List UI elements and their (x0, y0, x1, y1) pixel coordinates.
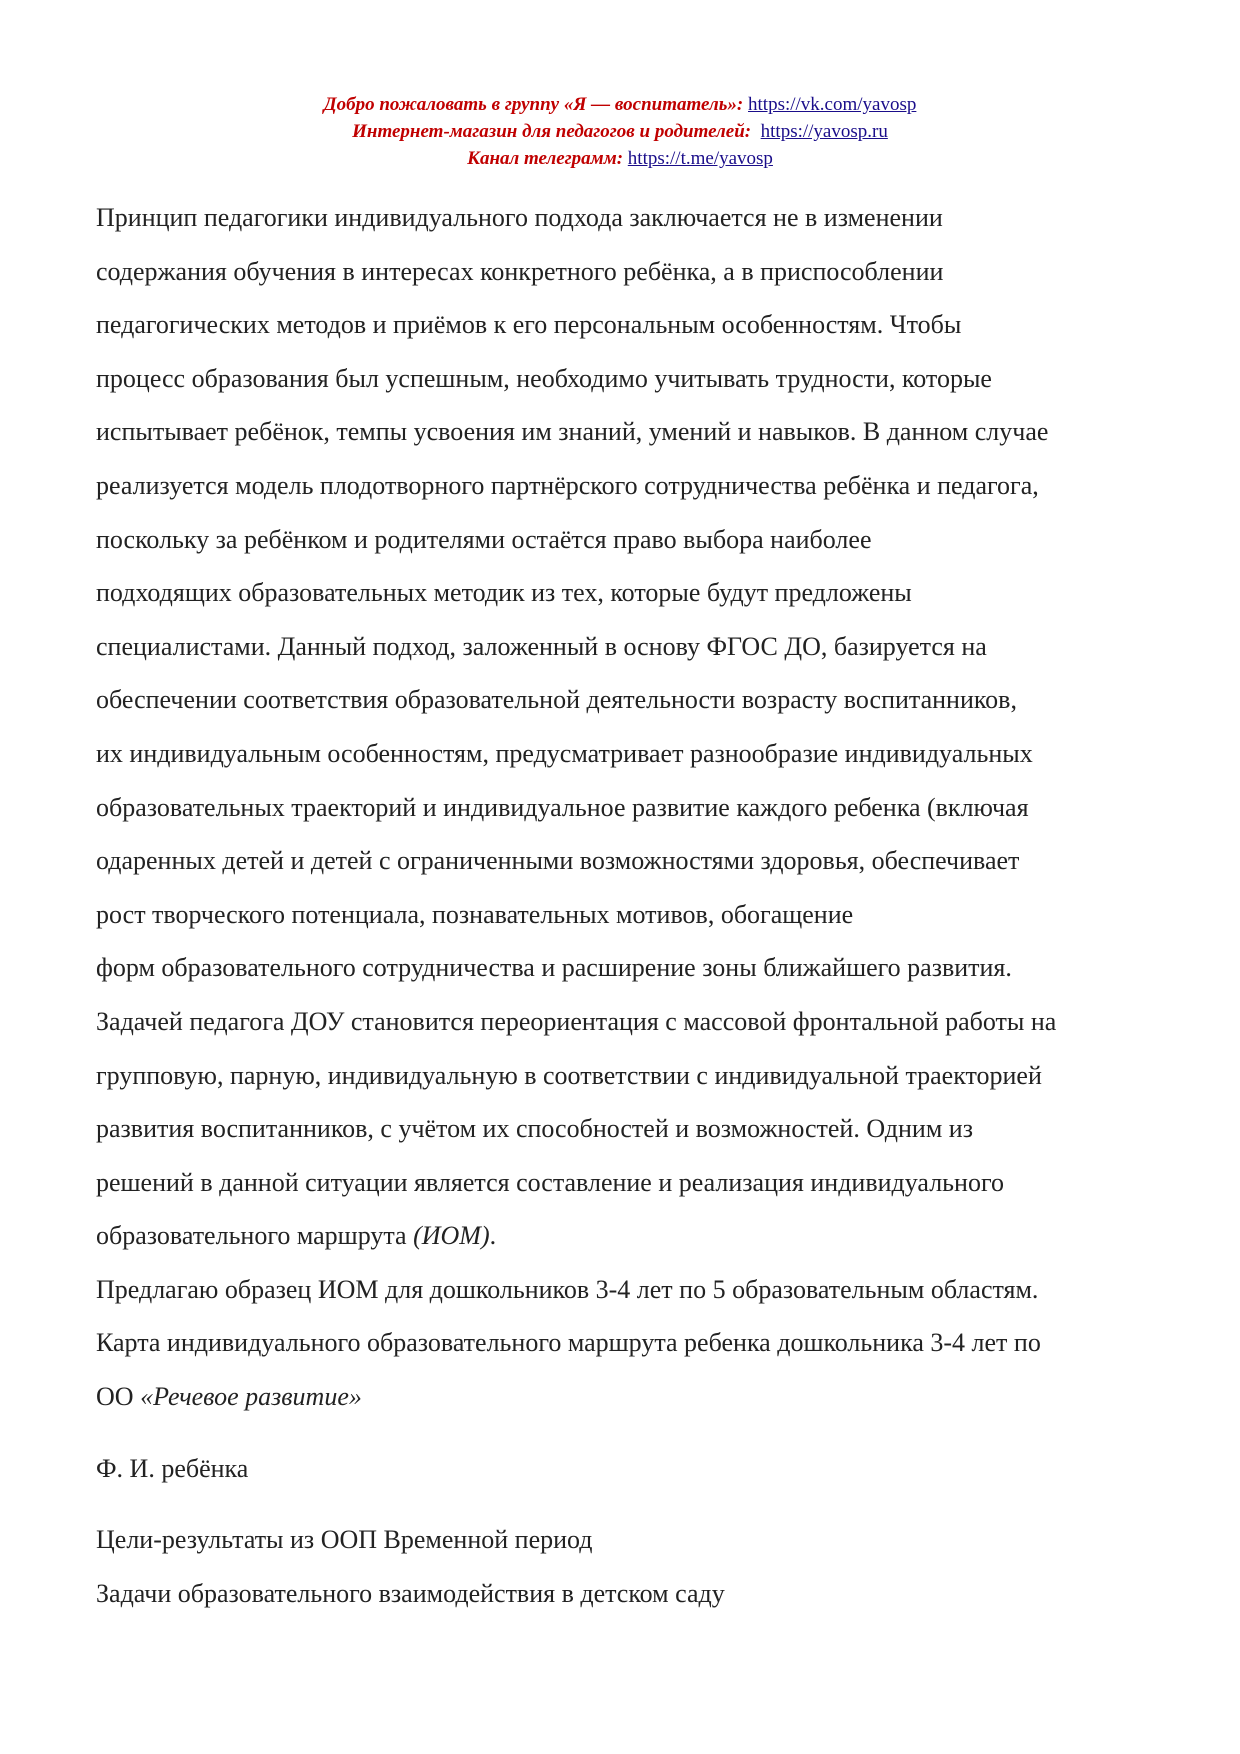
body-line: подходящих образовательных методик из тех, которые будут предложены (96, 578, 912, 608)
child-name-label: Ф. И. ребёнка (96, 1453, 249, 1483)
main-text (96, 191, 1186, 1620)
proposal-line: Предлагаю образец ИОМ для дошкольников 3-4 лет по 5 образовательным областям. (96, 1274, 1039, 1304)
body-line: реализуется модель плодотворного партнёрского сотрудничества ребёнка и педагога, (96, 470, 1039, 500)
tasks-label: Задачи образовательного взаимодействия в детском саду (96, 1578, 725, 1608)
body-line: групповую, парную, индивидуальную в соответствии с индивидуальной траекторией (96, 1060, 1042, 1090)
area-name: «Речевое развитие» (140, 1382, 362, 1412)
body-line: специалистами. Данный подход, заложенный в основу ФГОС ДО, базируется на (96, 631, 987, 661)
body-line: решений в данной ситуации является составление и реализация индивидуального (96, 1167, 1004, 1197)
header-telegram-line (0, 145, 1240, 172)
telegram-link[interactable]: https://t.me/yavosp (627, 148, 773, 169)
body-line: содержания обучения в интересах конкретного ребёнка, а в приспособлении (96, 256, 944, 286)
header-telegram-label: Канал телеграмм: (467, 148, 624, 169)
body-line: испытывает ребёнок, темпы усвоения им знаний, умений и навыков. В данном случае (96, 417, 1049, 447)
body-line: Принцип педагогики индивидуального подхода заключается не в изменении (96, 203, 943, 232)
area-prefix: ОО (96, 1382, 141, 1412)
goals-label: Цели-результаты из ООП Временной период (96, 1525, 593, 1555)
body-line: форм образовательного сотрудничества и расширение зоны ближайшего развития. (96, 953, 1012, 983)
vk-link[interactable]: https://vk.com/yavosp (748, 94, 917, 115)
body-line: процесс образования был успешным, необходимо учитывать трудности, которые (96, 363, 992, 393)
header-vk-label: Добро пожаловать в группу «Я — воспитатель»: (323, 94, 744, 115)
map-area-line (96, 1370, 1186, 1424)
iom-period: . (489, 1221, 497, 1251)
header-shop-line (0, 118, 1240, 145)
header-shop-label: Интернет-магазин для педагогов и родителей: (352, 121, 752, 142)
body-line: Задачей педагога ДОУ становится переориентация с массовой фронтальной работы на (96, 1006, 1057, 1036)
body-line: одаренных детей и детей с ограниченными возможностями здоровья, обеспечивает (96, 846, 1020, 876)
header-vk-line (0, 91, 1240, 118)
shop-link[interactable]: https://yavosp.ru (760, 121, 888, 142)
body-line: обеспечении соответствия образовательной деятельности возрасту воспитанников, (96, 685, 1017, 715)
body-line: рост творческого потенциала, познавательных мотивов, обогащение (96, 899, 854, 929)
body-line: образовательных траекторий и индивидуальное развитие каждого ребенка (включая (96, 792, 1029, 822)
body-line-iom (96, 1209, 1186, 1263)
iom-text: образовательного маршрута (96, 1221, 414, 1251)
body-line: поскольку за ребёнком и родителями остаётся право выбора наиболее (96, 524, 872, 554)
body-line: развития воспитанников, с учётом их способностей и возможностей. Одним из (96, 1114, 973, 1144)
map-title-line: Карта индивидуального образовательного маршрута ребенка дошкольника 3-4 лет по (96, 1328, 1041, 1358)
body-line: их индивидуальным особенностям, предусматривает разнообразие индивидуальных (96, 738, 1033, 768)
body-line: педагогических методов и приёмов к его персональным особенностям. Чтобы (96, 310, 962, 340)
header-block (0, 91, 1240, 172)
iom-abbr: (ИОМ) (413, 1221, 490, 1251)
